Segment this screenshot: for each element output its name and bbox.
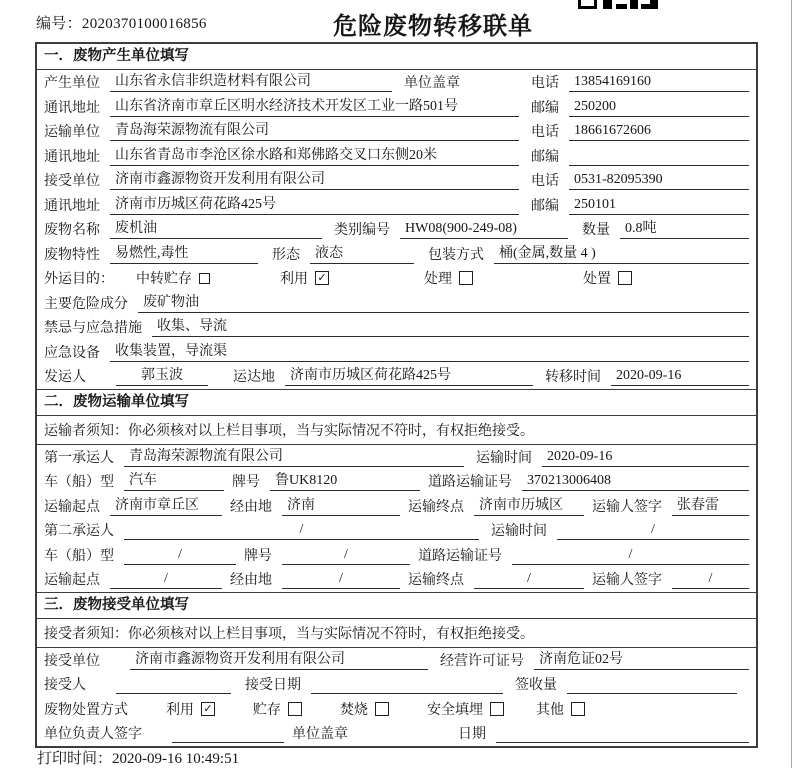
purpose-option-treat <box>424 268 473 288</box>
transfer-purpose-row <box>37 266 756 291</box>
license-value: 济南危证02号 <box>534 650 749 670</box>
destination-label: 运达地 <box>233 370 275 386</box>
transport-time-value: 2020-09-16 <box>542 447 749 467</box>
package-value: 桶(金属,数量 4 ) <box>494 244 749 264</box>
field-label: 外运目的： <box>44 272 114 288</box>
hazard-component-row <box>37 291 756 316</box>
plate-value: / <box>282 545 410 565</box>
qr-block <box>578 0 597 9</box>
emergency-equipment-row <box>37 340 756 365</box>
first-carrier-value: 青岛海荣源物流有限公司 <box>124 447 464 467</box>
field-label: 接受人 <box>44 678 86 694</box>
disposal-option-utilize <box>166 699 215 719</box>
checkbox-icon <box>199 273 210 284</box>
transfer-time-label: 转移时间 <box>545 370 601 386</box>
zip-group <box>531 97 749 117</box>
road-cert-label: 道路运输证号 <box>418 548 502 564</box>
checkbox-icon <box>375 702 389 716</box>
waste-name-row <box>37 217 756 242</box>
serial-value: 2020370100016856 <box>81 16 207 32</box>
receiver-zip-value: 250101 <box>569 195 749 215</box>
field-label: 通讯地址 <box>44 149 100 165</box>
option-label: 处理 <box>424 272 452 288</box>
first-carrier-row <box>37 445 756 470</box>
zip-label: 邮编 <box>531 149 559 165</box>
field-label: 接受单位 <box>44 174 100 190</box>
phone-group <box>531 72 749 92</box>
option-label: 利用 <box>166 702 194 718</box>
producer-address-value: 山东省济南市章丘区明水经济技术开发区工业一路501号 <box>110 97 519 117</box>
waste-property-row <box>37 242 756 267</box>
second-carrier-row <box>37 518 756 543</box>
carrier-sign-value: 张春雷 <box>672 496 749 516</box>
qr-code-fragment-icon <box>578 0 660 9</box>
checkbox-mark: ✓ <box>317 271 327 285</box>
page-edge-line <box>791 0 792 768</box>
road-cert-value: 370213006408 <box>522 471 749 491</box>
transporter-notice-text: 运输者须知：你必须核对以上栏目事项，当与实际情况不符时，有权拒绝接受。 <box>44 423 534 439</box>
producer-name-value: 山东省永信非织造材料有限公司 <box>110 72 392 92</box>
field-label: 通讯地址 <box>44 198 100 214</box>
transfer-time-value: 2020-09-16 <box>611 366 749 386</box>
plate-value: 鲁UK8120 <box>270 471 420 491</box>
producer-phone-value: 13854169160 <box>569 72 749 92</box>
checkbox-checked-icon <box>315 271 329 285</box>
carrier-sign-value: / <box>672 569 749 589</box>
first-vehicle-row <box>37 469 756 494</box>
responsible-sign-row <box>37 721 756 746</box>
checkbox-checked-icon <box>201 702 215 716</box>
waste-name-value: 废机油 <box>110 219 322 239</box>
receiver-name-value: 济南市鑫源物资开发利用有限公司 <box>110 170 519 190</box>
field-label: 车（船）型 <box>44 475 114 491</box>
checkbox-icon <box>459 271 473 285</box>
license-label: 经营许可证号 <box>440 653 524 669</box>
producer-row <box>37 70 756 95</box>
plate-label: 牌号 <box>232 475 260 491</box>
checkbox-mark: ✓ <box>203 701 213 715</box>
road-cert-label: 道路运输证号 <box>428 475 512 491</box>
producer-zip-value: 250200 <box>569 97 749 117</box>
page-title: 危险废物转移联单 <box>333 13 533 40</box>
transporter-phone-value: 18661672606 <box>569 121 749 141</box>
field-label: 车（船）型 <box>44 548 114 564</box>
field-label: 单位负责人签字 <box>44 727 142 743</box>
option-label: 中转贮存 <box>136 272 192 288</box>
route-end-value: 济南市历城区 <box>474 496 584 516</box>
accept-unit-value: 济南市鑫源物资开发利用有限公司 <box>130 650 428 670</box>
print-time-label: 打印时间： <box>37 751 113 767</box>
receiver-notice-text: 接受者须知：你必须核对以上栏目事项，当与实际情况不符时，有权拒绝接受。 <box>44 626 534 642</box>
emergency-equipment-value: 收集装置，导流渠 <box>110 342 749 362</box>
print-time <box>37 747 239 768</box>
acceptor-name-value <box>116 674 231 694</box>
option-label: 处置 <box>583 272 611 288</box>
serial-label: 编号： <box>36 16 82 32</box>
taboo-measures-value: 收集、导流 <box>152 317 749 337</box>
receiver-phone-value: 0531-82095390 <box>569 170 749 190</box>
option-label: 利用 <box>280 272 308 288</box>
qr-block <box>616 4 627 9</box>
producer-address-row <box>37 95 756 120</box>
via-value: / <box>282 569 400 589</box>
dispatcher-name-value: 郭玉波 <box>116 366 208 386</box>
transport-time-value: / <box>557 520 749 540</box>
field-label: 主要危险成分 <box>44 296 128 312</box>
option-label: 贮存 <box>253 702 281 718</box>
transporter-address-value: 山东省青岛市李沧区徐水路和郑佛路交叉口东侧20米 <box>110 146 519 166</box>
transport-time-label: 运输时间 <box>476 450 532 466</box>
receiver-notice-row <box>37 619 756 648</box>
field-label: 通讯地址 <box>44 100 100 116</box>
field-label: 运输单位 <box>44 125 100 141</box>
field-label: 运输起点 <box>44 573 100 589</box>
waste-property-value: 易燃性,毒性 <box>110 244 258 264</box>
first-route-row <box>37 494 756 519</box>
section3-header: 三．废物接受单位填写 <box>37 592 756 619</box>
route-end-label: 运输终点 <box>408 573 464 589</box>
second-vehicle-row <box>37 543 756 568</box>
carrier-sign-label: 运输人签字 <box>592 499 662 515</box>
serial-number <box>36 12 207 33</box>
option-label: 其他 <box>536 702 564 718</box>
second-route-row <box>37 567 756 592</box>
unit-seal-label: 单位盖章 <box>292 727 348 743</box>
transporter-row <box>37 119 756 144</box>
field-label: 运输起点 <box>44 499 100 515</box>
option-label: 安全填埋 <box>427 702 483 718</box>
accept-unit-row <box>37 648 756 673</box>
manifest-form <box>35 42 758 748</box>
responsible-sign-value <box>172 723 284 743</box>
received-qty-value <box>567 674 737 694</box>
via-label: 经由地 <box>230 573 272 589</box>
phone-label: 电话 <box>531 125 559 141</box>
phone-label: 电话 <box>531 76 559 92</box>
field-label: 应急设备 <box>44 345 100 361</box>
phone-group <box>531 121 749 141</box>
vehicle-type-value: 汽车 <box>124 471 224 491</box>
disposal-method-row <box>37 697 756 722</box>
carrier-sign-label: 运输人签字 <box>592 573 662 589</box>
date-label: 日期 <box>458 727 486 743</box>
receiver-address-value: 济南市历城区荷花路425号 <box>110 195 519 215</box>
waste-code-value: HW08(900-249-08) <box>400 219 568 239</box>
quantity-label: 数量 <box>582 223 610 239</box>
dispatch-row <box>37 364 756 389</box>
zip-label: 邮编 <box>531 198 559 214</box>
received-qty-label: 签收量 <box>515 678 557 694</box>
checkbox-icon <box>490 702 504 716</box>
disposal-option-incinerate <box>340 699 389 719</box>
package-label: 包装方式 <box>428 247 484 263</box>
transporter-zip-value <box>569 146 749 166</box>
form-label: 形态 <box>272 247 300 263</box>
field-label: 废物特性 <box>44 247 100 263</box>
seal-label: 单位盖章 <box>404 76 460 92</box>
qr-block <box>650 0 658 9</box>
field-label: 废物名称 <box>44 223 100 239</box>
zip-group <box>531 195 749 215</box>
field-label: 发运人 <box>44 370 86 386</box>
zip-label: 邮编 <box>531 100 559 116</box>
checkbox-icon <box>288 702 302 716</box>
qr-block <box>603 0 612 9</box>
disposal-option-other <box>536 699 585 719</box>
field-label: 第二承运人 <box>44 524 114 540</box>
phone-label: 电话 <box>531 174 559 190</box>
qr-block <box>630 0 638 9</box>
accept-date-value <box>311 674 503 694</box>
section1-header: 一．废物产生单位填写 <box>37 44 756 70</box>
road-cert-value: / <box>512 545 749 565</box>
vehicle-type-value: / <box>124 545 236 565</box>
phone-group <box>531 170 749 190</box>
field-label: 废物处置方式 <box>44 702 128 718</box>
disposal-option-storage <box>253 699 302 719</box>
accept-date-label: 接受日期 <box>245 678 301 694</box>
checkbox-icon <box>571 702 585 716</box>
print-time-value: 2020-09-16 10:49:51 <box>112 751 240 767</box>
route-start-value: / <box>110 569 222 589</box>
purpose-option-storage <box>136 268 210 288</box>
second-carrier-value: / <box>124 520 479 540</box>
transport-time-label: 运输时间 <box>491 524 547 540</box>
option-label: 焚烧 <box>340 702 368 718</box>
receiver-row <box>37 168 756 193</box>
transporter-address-row <box>37 144 756 169</box>
checkbox-icon <box>618 271 632 285</box>
purpose-option-utilize <box>280 268 329 288</box>
hazard-component-value: 废矿物油 <box>138 293 749 313</box>
route-end-value: / <box>474 569 584 589</box>
sign-date-value <box>496 723 749 743</box>
destination-value: 济南市历城区荷花路425号 <box>285 366 533 386</box>
receiver-address-row <box>37 193 756 218</box>
field-label: 产生单位 <box>44 76 100 92</box>
field-label: 禁忌与应急措施 <box>44 321 142 337</box>
via-label: 经由地 <box>230 499 272 515</box>
zip-group <box>531 146 749 166</box>
taboo-measures-row <box>37 315 756 340</box>
disposal-option-landfill <box>427 699 504 719</box>
transporter-name-value: 青岛海荣源物流有限公司 <box>110 121 519 141</box>
plate-label: 牌号 <box>244 548 272 564</box>
waste-quantity-value: 0.8吨 <box>620 219 749 239</box>
route-end-label: 运输终点 <box>408 499 464 515</box>
via-value: 济南 <box>282 496 400 516</box>
field-label: 第一承运人 <box>44 450 114 466</box>
transporter-notice-row <box>37 416 756 445</box>
field-label: 接受单位 <box>44 653 100 669</box>
code-label: 类别编号 <box>334 223 390 239</box>
purpose-option-dispose <box>583 268 632 288</box>
waste-form-value: 液态 <box>310 244 414 264</box>
route-start-value: 济南市章丘区 <box>110 496 222 516</box>
acceptor-row <box>37 672 756 697</box>
section2-header: 二．废物运输单位填写 <box>37 389 756 416</box>
